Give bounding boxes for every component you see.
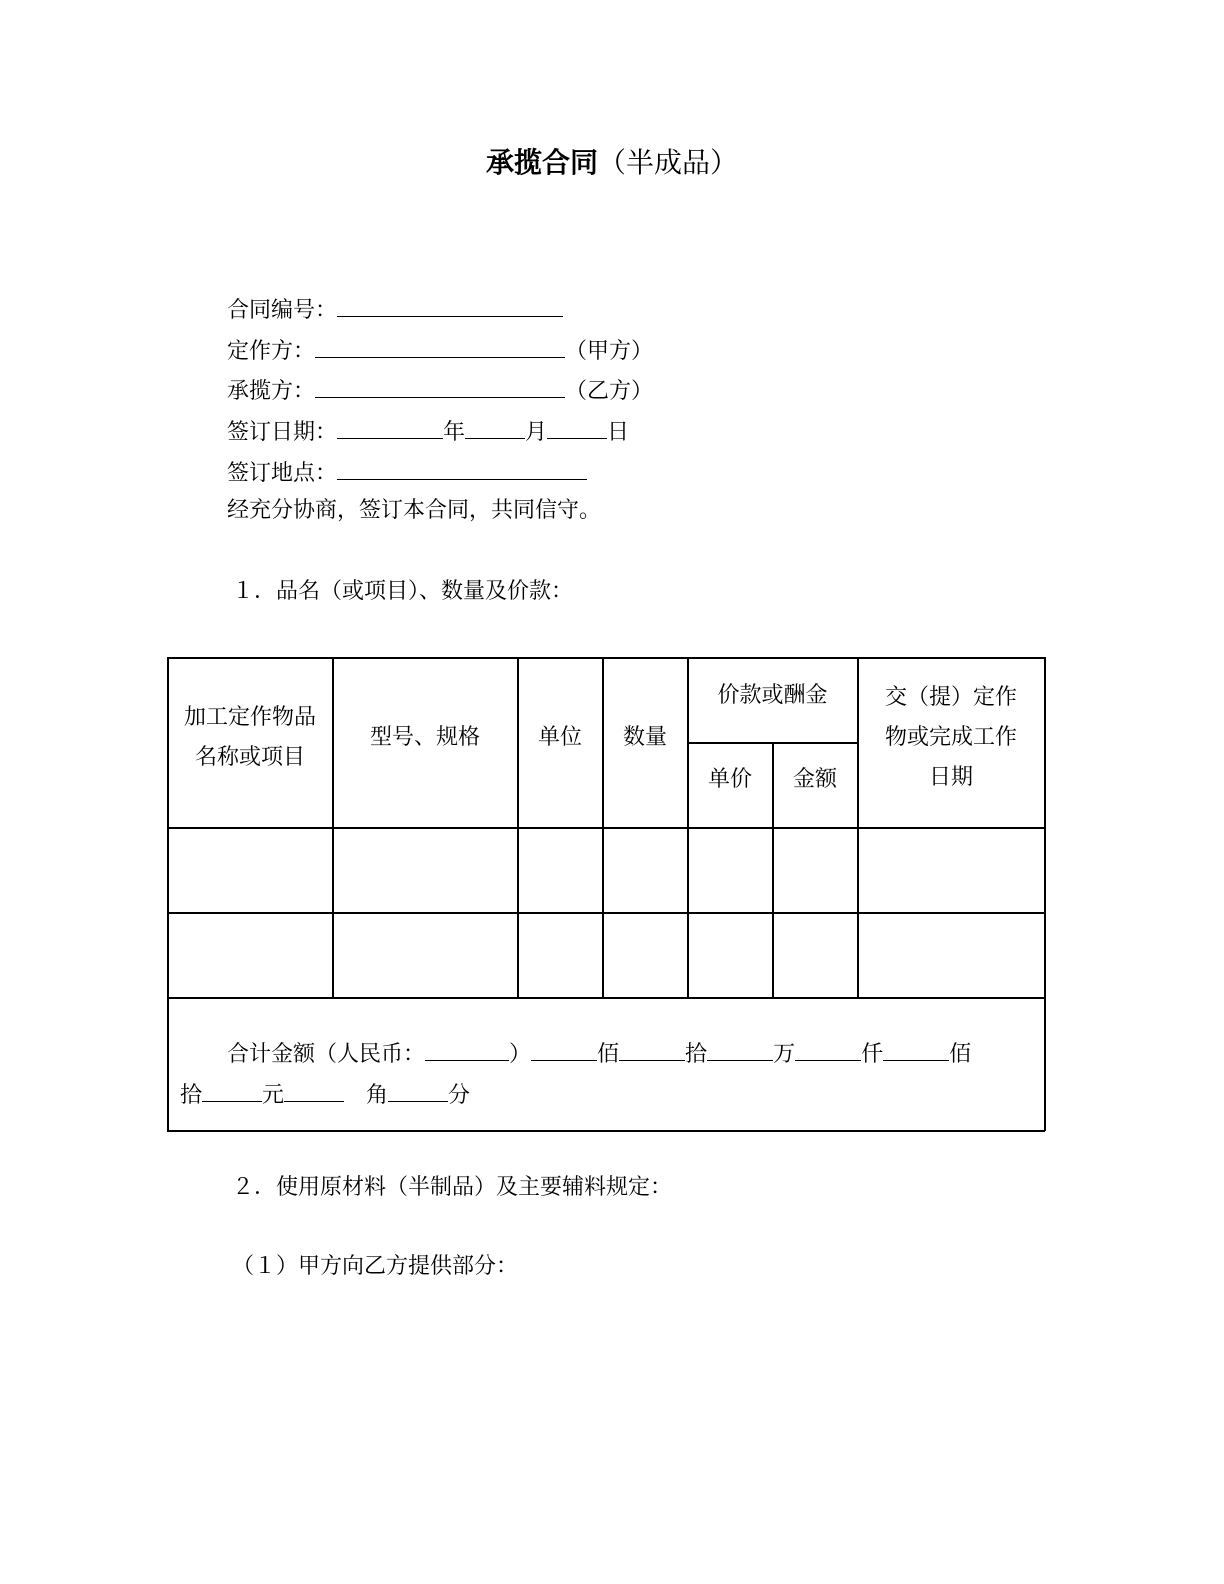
total-yuan-field[interactable]	[284, 1077, 344, 1102]
party-b-suffix: （乙方）	[565, 379, 654, 404]
total-currency-field[interactable]	[425, 1036, 509, 1061]
table-row-1-model[interactable]	[333, 829, 517, 912]
intro-text: 经充分协商，签订本合同，共同信守。	[227, 498, 602, 523]
total-amount-line1	[227, 1036, 971, 1070]
total-jiao-field[interactable]	[388, 1077, 448, 1102]
total-close: ）	[509, 1042, 532, 1067]
contractor-label: 承揽方：	[227, 379, 316, 404]
ordering-party-label: 定作方：	[227, 339, 316, 364]
section2-sub1: （１）甲方向乙方提供部分：	[232, 1254, 519, 1279]
header-delivery-date-line2: 物或完成工作	[884, 725, 1017, 750]
contract-no-label: 合同编号：	[227, 298, 338, 323]
unit-yuan: 元	[262, 1083, 285, 1108]
total-amount-line2	[180, 1077, 470, 1111]
unit-wan: 万	[773, 1042, 796, 1067]
table-row-2-amount[interactable]	[773, 914, 857, 997]
unit-qian: 仟	[861, 1042, 884, 1067]
header-model: 型号、规格	[369, 725, 480, 750]
header-delivery-date-line3: 日期	[928, 765, 973, 790]
table-row-2-date[interactable]	[858, 914, 1044, 997]
table-row-1-qty[interactable]	[603, 829, 687, 912]
row2-bottom-line	[167, 997, 1045, 999]
total-shi-field[interactable]	[619, 1036, 685, 1061]
header-amount: 金额	[792, 767, 837, 792]
table-border-right	[1044, 657, 1046, 1131]
total-wan-field[interactable]	[707, 1036, 773, 1061]
header-price-group: 价款或酬金	[717, 683, 828, 708]
table-row-1-item[interactable]	[168, 829, 332, 912]
table-row-2-model[interactable]	[333, 914, 517, 997]
unit-jiao: 角	[366, 1083, 389, 1108]
table-row-2-unit[interactable]	[518, 914, 602, 997]
header-delivery-date	[858, 677, 1044, 799]
section2-heading: ２．使用原材料（半制品）及主要辅料规定：	[232, 1175, 673, 1200]
header-item-name-line1: 加工定作物品	[183, 705, 316, 730]
table-row-1-unit[interactable]	[518, 829, 602, 912]
party-a-suffix: （甲方）	[565, 339, 654, 364]
unit-shi: 拾	[685, 1042, 708, 1067]
month-label: 月	[525, 420, 548, 445]
table-row-1-unit-price[interactable]	[688, 829, 772, 912]
table-row-2-qty[interactable]	[603, 914, 687, 997]
sign-place-label: 签订地点：	[227, 461, 338, 486]
sign-date-label: 签订日期：	[227, 420, 338, 445]
header-delivery-date-line1: 交（提）定作	[884, 685, 1017, 710]
day-label: 日	[607, 420, 630, 445]
header-item-name	[168, 698, 332, 778]
title-sub: （半成品）	[598, 146, 739, 179]
unit-shi2: 拾	[180, 1083, 203, 1108]
total-label: 合计金额（人民币：	[227, 1042, 426, 1067]
table-border-top	[167, 657, 1045, 659]
total-shi2-field[interactable]	[202, 1077, 262, 1102]
unit-bai2: 佰	[949, 1042, 972, 1067]
table-row-2-item[interactable]	[168, 914, 332, 997]
table-row-1-amount[interactable]	[773, 829, 857, 912]
unit-fen: 分	[448, 1083, 471, 1108]
total-qian-field[interactable]	[795, 1036, 861, 1061]
header-item-name-line2: 名称或项目	[194, 745, 305, 770]
total-bai2-field[interactable]	[883, 1036, 949, 1061]
unit-bai: 佰	[597, 1042, 620, 1067]
header-unit-price: 单价	[707, 767, 752, 792]
total-bai-field[interactable]	[531, 1036, 597, 1061]
table-border-bottom	[167, 1130, 1045, 1132]
section1-heading: １．品名（或项目）、数量及价款：	[232, 579, 574, 604]
table-row-1-date[interactable]	[858, 829, 1044, 912]
title-main: 承揽合同	[485, 146, 598, 179]
year-label: 年	[443, 420, 466, 445]
header-unit: 单位	[537, 725, 582, 750]
header-qty: 数量	[622, 725, 667, 750]
table-row-2-unit-price[interactable]	[688, 914, 772, 997]
